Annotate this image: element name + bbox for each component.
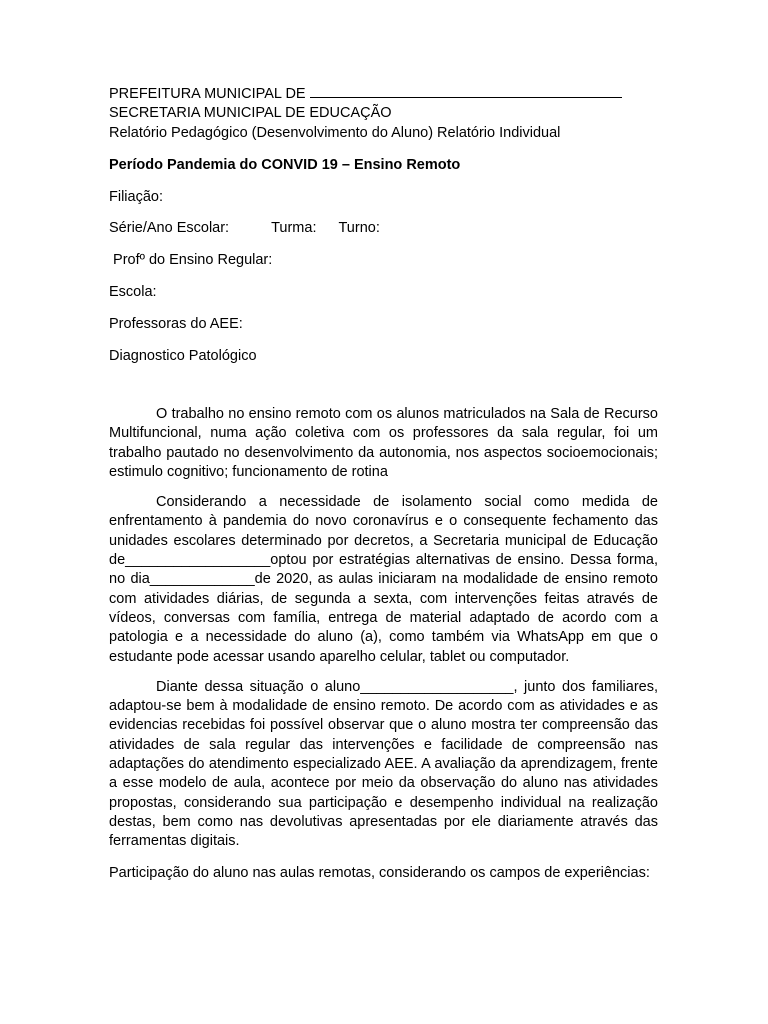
header-prefeitura-label: PREFEITURA MUNICIPAL DE — [109, 86, 306, 102]
field-turno: Turno: — [338, 220, 380, 237]
report-body — [109, 83, 658, 883]
paragraph-ensino-remoto: O trabalho no ensino remoto com os alunos matriculados na Sala de Recurso Multifuncional, numa ação coletiva com os professores da sala regular, foi um trabalho pautado no desenvolvimento da autonomia, nos aspectos socioemocionais; estimulo cognitivo; funcionamento de rotina — [109, 405, 658, 480]
field-escola: Escola: — [109, 284, 157, 301]
prefeitura-blank-line — [310, 83, 622, 98]
paragraph-isolamento-social: Considerando a necessidade de isolamento social como medida de enfrentamento à pandemia do novo coronavírus e o consequente fechamento das unidades escolares determinado por decretos, a Secretaria municipal de Educação de__________________optou por estratégias alternativas de ensino. Dessa forma, no dia_____________de 2020, as aulas iniciaram na modalidade de ensino remoto com atividades diárias, de segunda a sexta, com intervenções feitas através de vídeos, conversas com família, entrega de material adaptado de acordo com a patologia e a necessidade do aluno (a), como também via WhatsApp em que o estudante pode acessar usando aparelho celular, tablet ou computador. — [109, 494, 658, 665]
header-secretaria: SECRETARIA MUNICIPAL DE EDUCAÇÃO — [109, 105, 392, 122]
field-serie-row — [109, 219, 658, 238]
header-prefeitura — [109, 83, 658, 104]
field-diagnostico: Diagnostico Patológico — [109, 347, 257, 364]
period-title: Período Pandemia do CONVID 19 – Ensino Remoto — [109, 156, 461, 173]
field-serie: Série/Ano Escolar: — [109, 220, 230, 237]
field-professoras-aee: Professoras do AEE: — [109, 315, 243, 332]
field-filiacao: Filiação: — [109, 188, 163, 205]
paragraph-participacao: Participação do aluno nas aulas remotas, considerando os campos de experiências: — [109, 864, 650, 881]
field-prof-regular: Profº do Ensino Regular: — [109, 252, 273, 269]
header-relatorio: Relatório Pedagógico (Desenvolvimento do Aluno) Relatório Individual — [109, 124, 561, 141]
paragraph-situacao-aluno: Diante dessa situação o aluno___________________, junto dos familiares, adaptou-se bem à modalidade de ensino remoto. De acordo com as atividades e as evidencias recebidas foi possível observar que o aluno mostra ter compreensão das atividades de sala regular das intervenções e facilidade de compreensão nas adaptações do atendimento especializado AEE. A avaliação da aprendizagem, frente a esse modelo de aula, acontece por meio da observação do aluno nas atividades propostas, considerando sua participação e desempenho individual na realização destas, bem como nas devolutivas apresentadas por ele diariamente através das ferramentas digitais. — [109, 678, 658, 850]
field-turma: Turma: — [271, 220, 317, 237]
